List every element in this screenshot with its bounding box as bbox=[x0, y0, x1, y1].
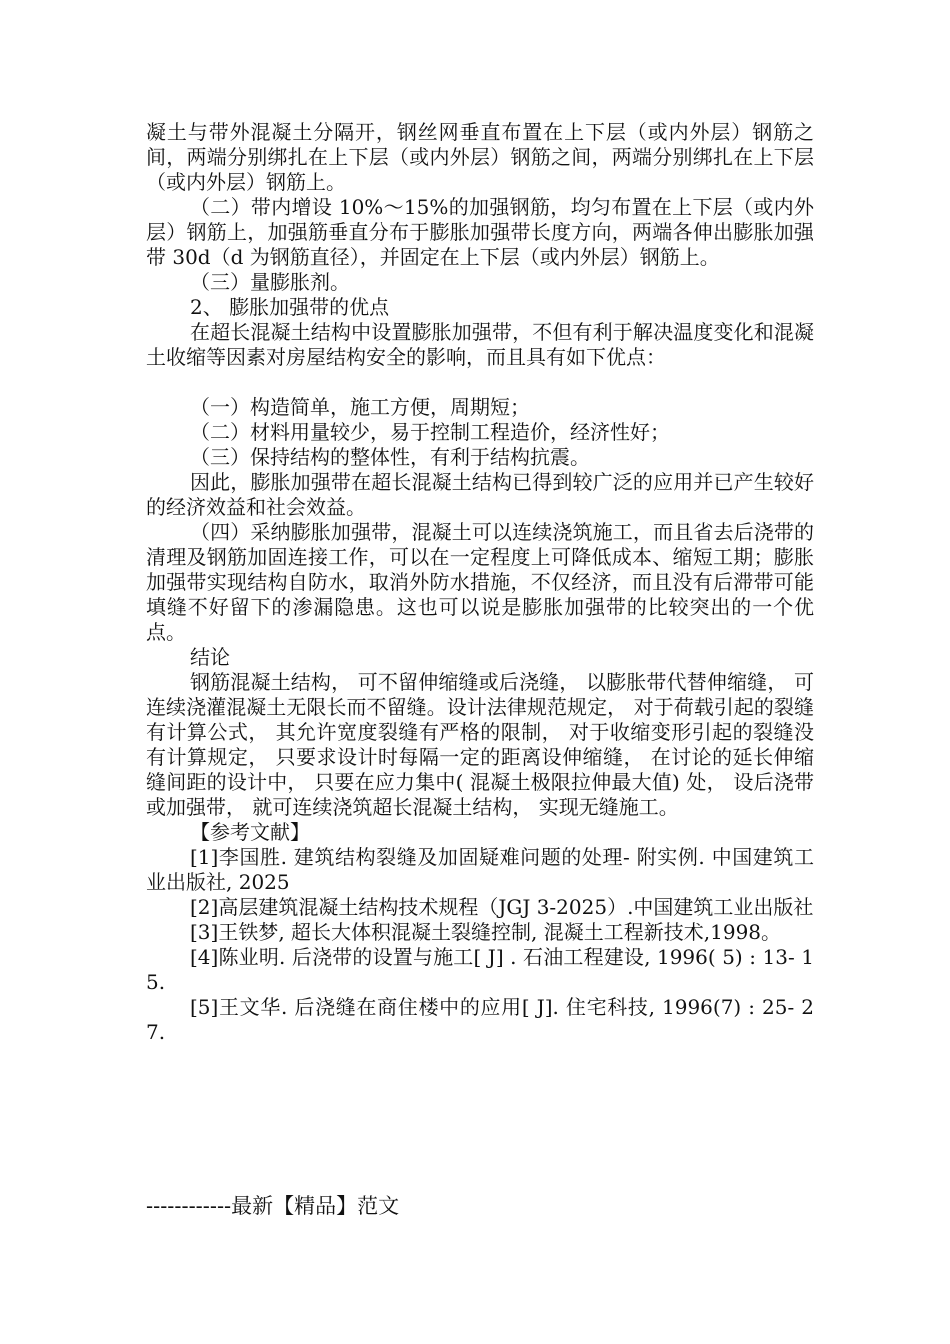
reference-item-3: [3]王铁梦, 超长大体积混凝土裂缝控制, 混凝土工程新技术,1998。 bbox=[190, 920, 782, 944]
reference-item-4: [4]陈业明. 后浇带的设置与施工[ J] . 石油工程建设, 1996( 5) : 13- 15. bbox=[146, 945, 814, 994]
paragraph-reinforcement: （二）带内增设 10%～15%的加强钢筋，均匀布置在上下层（或内外层）钢筋上，加强筋垂直分布于膨胀加强带长度方向，两端各伸出膨胀加强带 30d（d 为钢筋直径），并固定在上下层（或内外层）钢筋上。 bbox=[146, 195, 814, 269]
reference-item-1: [1]李国胜. 建筑结构裂缝及加固疑难问题的处理- 附实例. 中国建筑工业出版社, 2025 bbox=[146, 845, 814, 894]
reference-item-5: [5]王文华. 后浇缝在商住楼中的应用[ J]. 住宅科技, 1996(7) : 25- 27. bbox=[146, 995, 814, 1044]
paragraph-conclusion: 钢筋混凝土结构， 可不留伸缩缝或后浇缝， 以膨胀带代替伸缩缝， 可连续浇灌混凝土无限长而不留缝。设计法律规范规定， 对于荷载引起的裂缝有计算公式， 其允许宽度裂缝有严格的限制， 对于收缩变形引起的裂缝没有计算规定， 只要求设计时每隔一定的距离设伸缩缝， 在讨论的延长伸缩缝间距的设计中， 只要在应力集中( 混凝土极限拉伸最大值) 处， 设后浇带或加强带， 就可连续浇筑超长混凝土结构， 实现无缝施工。 bbox=[146, 670, 814, 819]
list-item-advantage-2: （二）材料用量较少，易于控制工程造价，经济性好； bbox=[190, 420, 670, 444]
list-item-advantage-4: （四）采纳膨胀加强带，混凝土可以连续浇筑施工，而且省去后浇带的清理及钢筋加固连接工作，可以在一定程度上可降低成本、缩短工期；膨胀加强带实现结构自防水，取消外防水措施，不仅经济，而且没有后滞带可能填缝不好留下的渗漏隐患。这也可以说是膨胀加强带的比较突出的一个优点。 bbox=[146, 520, 814, 644]
section-heading-advantages: 2、 膨胀加强带的优点 bbox=[190, 295, 390, 319]
section-heading-conclusion: 结论 bbox=[190, 645, 230, 669]
list-item-advantage-1: （一）构造简单，施工方便，周期短； bbox=[190, 395, 530, 419]
paragraph-expansion-agent: （三）量膨胀剂。 bbox=[190, 270, 350, 294]
document-body bbox=[146, 120, 814, 1045]
reference-item-2: [2]高层建筑混凝土结构技术规程（JGJ 3-2025）.中国建筑工业出版社 bbox=[190, 895, 814, 919]
paragraph-advantages-intro: 在超长混凝土结构中设置膨胀加强带，不但有利于解决温度变化和混凝土收缩等因素对房屋结构安全的影响，而且具有如下优点： bbox=[146, 320, 814, 369]
list-item-advantage-3: （三）保持结构的整体性，有利于结构抗震。 bbox=[190, 445, 590, 469]
section-heading-references: 【参考文献】 bbox=[190, 820, 310, 844]
page-footer: ------------最新【精品】范文 bbox=[146, 1194, 400, 1218]
paragraph-benefits: 因此，膨胀加强带在超长混凝土结构已得到较广泛的应用并已产生较好的经济效益和社会效益。 bbox=[146, 470, 814, 519]
paragraph-rebar-mesh: 凝土与带外混凝土分隔开，钢丝网垂直布置在上下层（或内外层）钢筋之间，两端分别绑扎在上下层（或内外层）钢筋之间，两端分别绑扎在上下层（或内外层）钢筋上。 bbox=[146, 120, 814, 194]
